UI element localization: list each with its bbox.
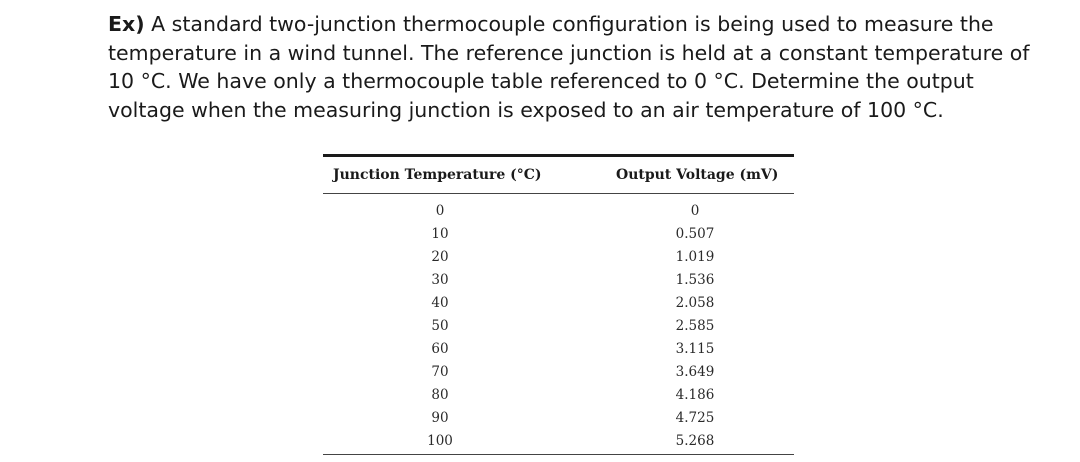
table-row xyxy=(323,249,794,272)
table-row xyxy=(323,410,794,433)
temperature-cell: 0 xyxy=(435,203,445,219)
table-row xyxy=(323,433,794,456)
table-body xyxy=(323,203,794,456)
temperature-cell: 50 xyxy=(431,318,449,334)
voltage-cell: 2.585 xyxy=(675,318,715,334)
voltage-cell: 0.507 xyxy=(675,226,715,242)
table-header-rule xyxy=(323,193,794,194)
table-row xyxy=(323,203,794,226)
example-label: Ex) xyxy=(108,12,145,36)
table-row xyxy=(323,272,794,295)
voltage-cell: 1.019 xyxy=(675,249,715,265)
thermocouple-table xyxy=(323,154,794,462)
voltage-cell: 5.268 xyxy=(675,433,715,449)
problem-text: A standard two-junction thermocouple configuration is being used to measure the temperature in a wind tunnel. The reference junction is held at a constant temperature of 10 °C. We have only a thermocouple table referenced to 0 °C. Determine the output voltage when the measuring junction is exposed to an air temperature of 100 °C. xyxy=(108,12,1030,122)
temperature-cell: 90 xyxy=(431,410,449,426)
temperature-cell: 60 xyxy=(431,341,449,357)
temperature-cell: 40 xyxy=(431,295,449,311)
temperature-cell: 80 xyxy=(431,387,449,403)
temperature-cell: 100 xyxy=(427,433,453,449)
header-junction-temperature: Junction Temperature (°C) xyxy=(333,167,542,183)
header-output-voltage: Output Voltage (mV) xyxy=(616,167,779,183)
table-row xyxy=(323,341,794,364)
table-row xyxy=(323,226,794,249)
table-top-rule xyxy=(323,154,794,157)
temperature-cell: 30 xyxy=(431,272,449,288)
temperature-cell: 70 xyxy=(431,364,449,380)
table-bottom-rule xyxy=(323,454,794,455)
table-row xyxy=(323,295,794,318)
temperature-cell: 20 xyxy=(431,249,449,265)
voltage-cell: 3.649 xyxy=(675,364,715,380)
temperature-cell: 10 xyxy=(431,226,449,242)
table-row xyxy=(323,387,794,410)
voltage-cell: 0 xyxy=(690,203,700,219)
table-row xyxy=(323,318,794,341)
voltage-cell: 4.186 xyxy=(675,387,715,403)
voltage-cell: 2.058 xyxy=(675,295,715,311)
table-row xyxy=(323,364,794,387)
problem-statement xyxy=(108,10,1048,124)
voltage-cell: 4.725 xyxy=(675,410,715,426)
voltage-cell: 3.115 xyxy=(675,341,715,357)
voltage-cell: 1.536 xyxy=(675,272,715,288)
